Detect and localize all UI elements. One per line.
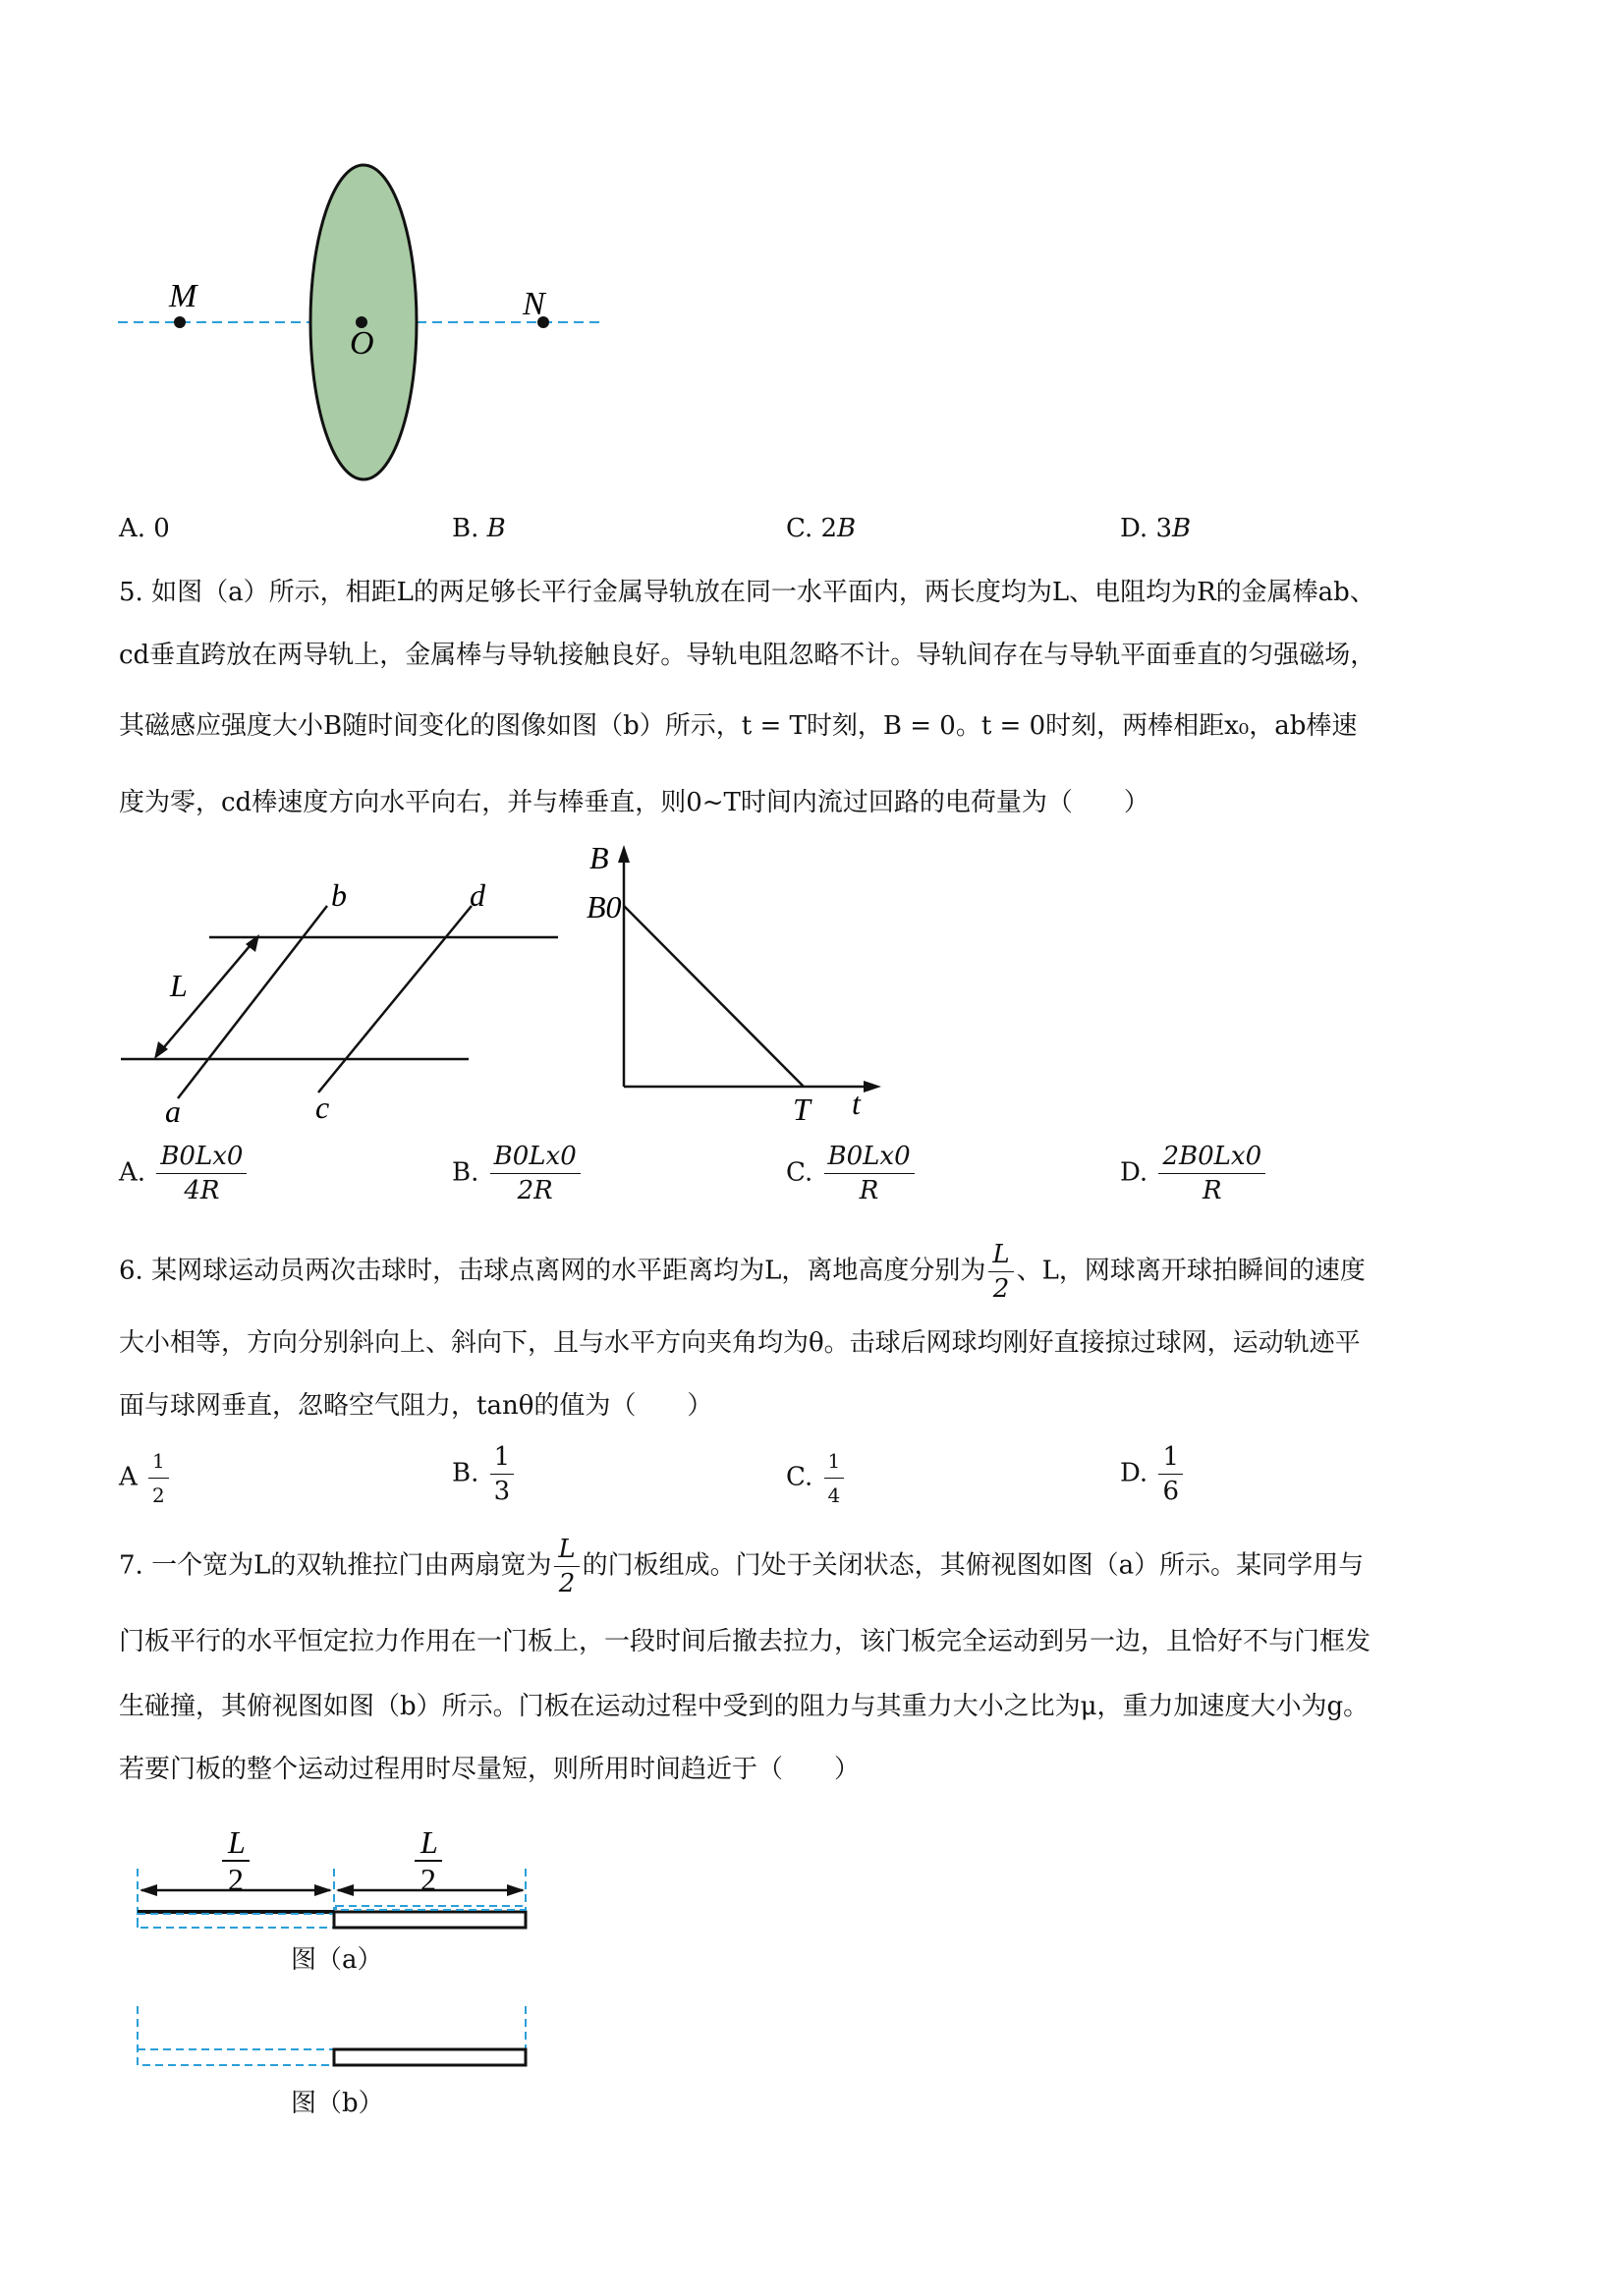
q6-line-1-end: 、L，网球离开球拍瞬间的速度: [1016, 1256, 1366, 1286]
label-d: d: [470, 877, 485, 913]
q6-option-d[interactable]: [1120, 1442, 1186, 1506]
q4-option-d[interactable]: [1120, 514, 1191, 543]
rod-ab: [178, 906, 327, 1098]
q4-option-c-value: B: [837, 514, 857, 543]
q5-option-d[interactable]: [1120, 1142, 1268, 1205]
q7-figure-a-caption: 图（a）: [291, 1945, 383, 1975]
label-b-axis: B: [589, 840, 609, 875]
q7-line-4: 若要门板的整个运动过程用时尽量短，则所用时间趋近于（ ）: [119, 1755, 861, 1784]
q6-line-1-start: 6. 某网球运动员两次击球时，击球点离网的水平距离均为L，离地高度分别为: [119, 1256, 986, 1286]
door-panel-right-dashed-top: [336, 1906, 526, 1910]
q6-option-a-denominator: 2: [152, 1484, 165, 1507]
q5-line-4: 度为零，cd棒速度方向水平向右，并与棒垂直，则0~T时间内流过回路的电荷量为（ ）: [119, 788, 1149, 817]
q4-option-a[interactable]: A. 0: [119, 514, 170, 543]
q5-option-a-label: A.: [119, 1157, 146, 1188]
q7-figure-b-caption: 图（b）: [291, 2089, 384, 2118]
label-t-cap: T: [793, 1092, 811, 1127]
q5-option-b-numerator: B0Lx0: [490, 1142, 581, 1174]
dim-right-arrow-l: [336, 1884, 354, 1896]
q6-fraction-denominator: 2: [992, 1274, 1010, 1304]
dim-right-arrow-r: [507, 1884, 525, 1896]
label-b: b: [331, 877, 347, 913]
q7-line-2: 门板平行的水平恒定拉力作用在一门板上，一段时间后撤去拉力，该门板完全运动到另一边，且恰好不与门框发: [119, 1627, 1371, 1656]
point-m: [174, 316, 186, 328]
q5-option-b[interactable]: [452, 1142, 584, 1205]
q7-line-1-end: 的门板组成。门处于关闭状态，其俯视图如图（a）所示。某同学用与: [582, 1550, 1365, 1581]
q6-line-1: [119, 1240, 1366, 1304]
frac-right-num: L: [420, 1824, 438, 1860]
label-o: O: [350, 325, 374, 362]
q6-option-a-label: A: [119, 1462, 138, 1492]
q6-option-b-denominator: 3: [493, 1477, 511, 1506]
label-l: L: [170, 968, 188, 1003]
q5-option-b-denominator: 2R: [517, 1176, 553, 1205]
q6-fraction-numerator: L: [988, 1240, 1013, 1272]
q5-line-3: 其磁感应强度大小B随时间变化的图像如图（b）所示，t = T时刻，B = 0。t = 0时刻，两棒相距x₀，ab棒速: [119, 711, 1358, 741]
q5-b-t-graph: [575, 835, 889, 1130]
b-axis-arrow: [618, 845, 630, 863]
q5-option-c[interactable]: [786, 1142, 918, 1205]
q6-option-c-numerator: 1: [824, 1446, 845, 1479]
q6-option-c-denominator: 4: [827, 1484, 841, 1507]
q5-option-d-numerator: 2B0Lx0: [1158, 1142, 1265, 1174]
dim-left-arrow-r: [314, 1884, 332, 1896]
q5-option-a-denominator: 4R: [184, 1176, 220, 1205]
q6-option-d-numerator: 1: [1158, 1442, 1183, 1475]
q7-door-figure-b: [128, 1994, 540, 2083]
q7-line-3: 生碰撞，其俯视图如图（b）所示。门板在运动过程中受到的阻力与其重力大小之比为μ，重力加速度大小为g。: [119, 1692, 1370, 1721]
q7-line-1: [119, 1535, 1364, 1598]
q6-option-a[interactable]: [119, 1446, 172, 1510]
rod-cd: [318, 906, 472, 1092]
q6-option-d-label: D.: [1120, 1458, 1148, 1488]
q5-rails-figure: [113, 865, 575, 1130]
q6-option-d-denominator: 6: [1162, 1477, 1179, 1506]
q5-option-a[interactable]: [119, 1142, 250, 1205]
q5-option-b-label: B.: [452, 1157, 479, 1188]
q5-option-d-label: D.: [1120, 1157, 1148, 1188]
q4-option-b-value: B: [486, 514, 506, 543]
q4-option-b[interactable]: [452, 514, 506, 543]
q4-option-d-value: B: [1172, 514, 1192, 543]
q5-line-1: 5. 如图（a）所示，相距L的两足够长平行金属导轨放在同一水平面内，两长度均为L、电阻均为R的金属棒ab、: [119, 578, 1375, 607]
door-panel-stacked: [334, 2049, 526, 2065]
q6-option-a-numerator: 1: [148, 1446, 169, 1479]
q4-option-c-prefix: C. 2: [786, 514, 838, 543]
q6-line-2: 大小相等，方向分别斜向上、斜向下，且与水平方向夹角均为θ。击球后网球均刚好直接掠过球网，运动轨迹平: [119, 1328, 1361, 1358]
q6-option-b-numerator: 1: [490, 1442, 515, 1475]
q6-option-b[interactable]: [452, 1442, 517, 1506]
label-a: a: [165, 1093, 181, 1129]
q6-option-c[interactable]: [786, 1446, 847, 1510]
q6-line-3: 面与球网垂直，忽略空气阻力，tanθ的值为（ ）: [119, 1391, 713, 1421]
q4-option-d-prefix: D. 3: [1120, 514, 1172, 543]
label-t-axis: t: [852, 1086, 861, 1121]
q4-option-c[interactable]: [786, 514, 856, 543]
label-m: M: [169, 278, 197, 314]
door-panel-empty-dashed: [138, 2049, 334, 2065]
label-b0: B0: [587, 889, 622, 924]
q5-option-a-numerator: B0Lx0: [156, 1142, 247, 1174]
frac-left-num: L: [228, 1824, 246, 1860]
frac-left-den: 2: [228, 1862, 244, 1897]
label-n: N: [523, 286, 545, 322]
q7-fraction-numerator: L: [554, 1535, 579, 1567]
q5-line-2: cd垂直跨放在两导轨上，金属棒与导轨接触良好。导轨电阻忽略不计。导轨间存在与导轨平面垂直的匀强磁场，: [119, 641, 1376, 670]
q7-line-1-start: 7. 一个宽为L的双轨推拉门由两扇宽为: [119, 1550, 552, 1581]
q5-option-c-denominator: R: [859, 1176, 879, 1205]
q4-option-b-prefix: B.: [452, 514, 487, 543]
q6-option-b-label: B.: [452, 1458, 479, 1488]
q7-fraction-denominator: 2: [558, 1569, 576, 1598]
b-decay-line: [624, 906, 804, 1087]
dim-left-arrow-l: [140, 1884, 157, 1896]
door-panel-right-solid: [334, 1912, 526, 1928]
door-panel-left-dashed: [138, 1914, 334, 1928]
label-c: c: [315, 1090, 330, 1125]
q5-option-c-label: C.: [786, 1157, 813, 1188]
frac-right-den: 2: [420, 1862, 436, 1897]
q5-option-d-denominator: R: [1203, 1176, 1222, 1205]
q6-option-c-label: C.: [786, 1462, 813, 1492]
q5-option-c-numerator: B0Lx0: [824, 1142, 915, 1174]
t-axis-arrow: [864, 1081, 881, 1092]
magnet-figure: [98, 157, 629, 491]
